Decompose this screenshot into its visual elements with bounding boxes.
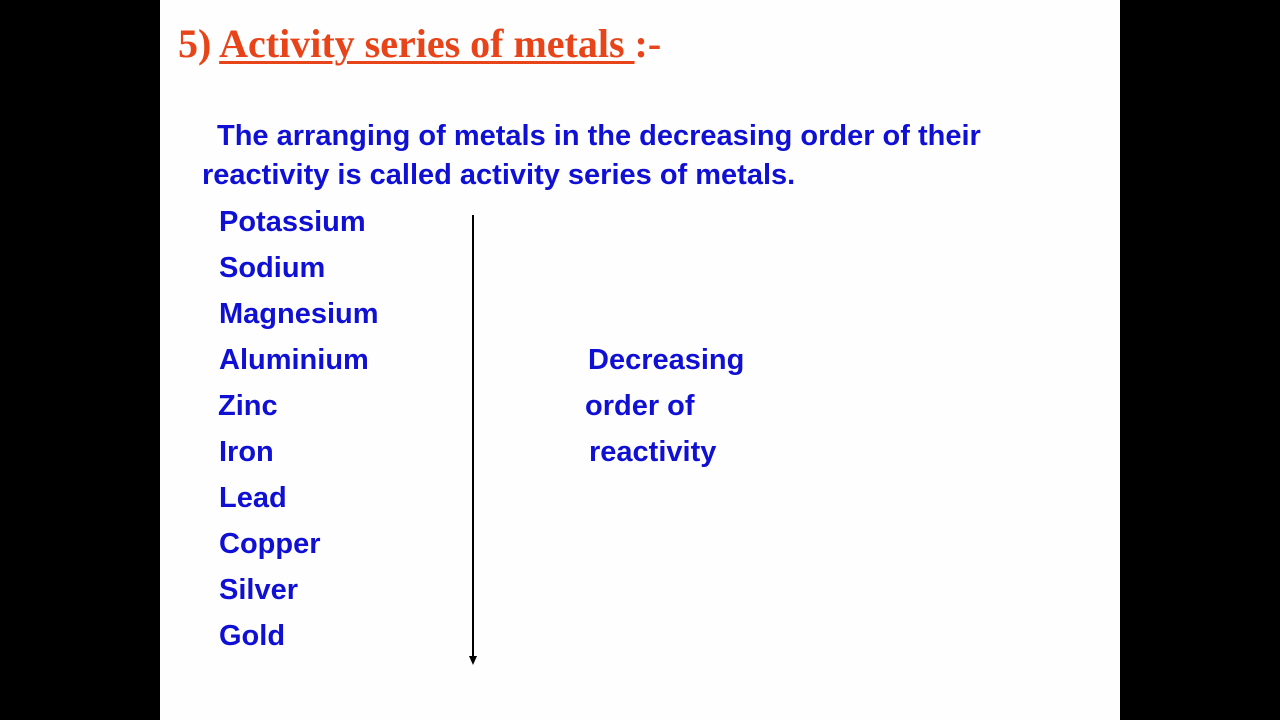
title-suffix: :- [634,21,662,66]
arrow-label-line-3: reactivity [589,436,717,468]
arrow-label [585,337,744,475]
metal-item: Aluminium [219,344,369,376]
metal-item: Iron [219,436,274,468]
metal-item: Gold [219,620,286,652]
metal-item: Copper [219,528,321,560]
metal-item: Lead [219,482,287,514]
title-number: 5) [178,21,212,66]
slide-title [178,18,661,70]
metal-item: Potassium [219,206,366,238]
arrow-label-line-1: Decreasing [588,344,745,376]
metal-item: Silver [219,574,298,606]
slide [160,0,1120,720]
title-text: Activity series of metals [219,21,635,66]
metal-item: Magnesium [219,298,379,330]
arrow-label-line-2: order of [585,390,695,422]
metal-item: Sodium [219,252,326,284]
definition-line-1: The arranging of metals in the decreasing order of their [217,120,981,152]
definition-line-2: reactivity is called activity series of metals. [202,159,796,191]
metal-list [219,199,379,659]
down-arrow-icon [465,215,481,667]
definition-text [202,117,1082,195]
metal-item: Zinc [218,390,278,422]
